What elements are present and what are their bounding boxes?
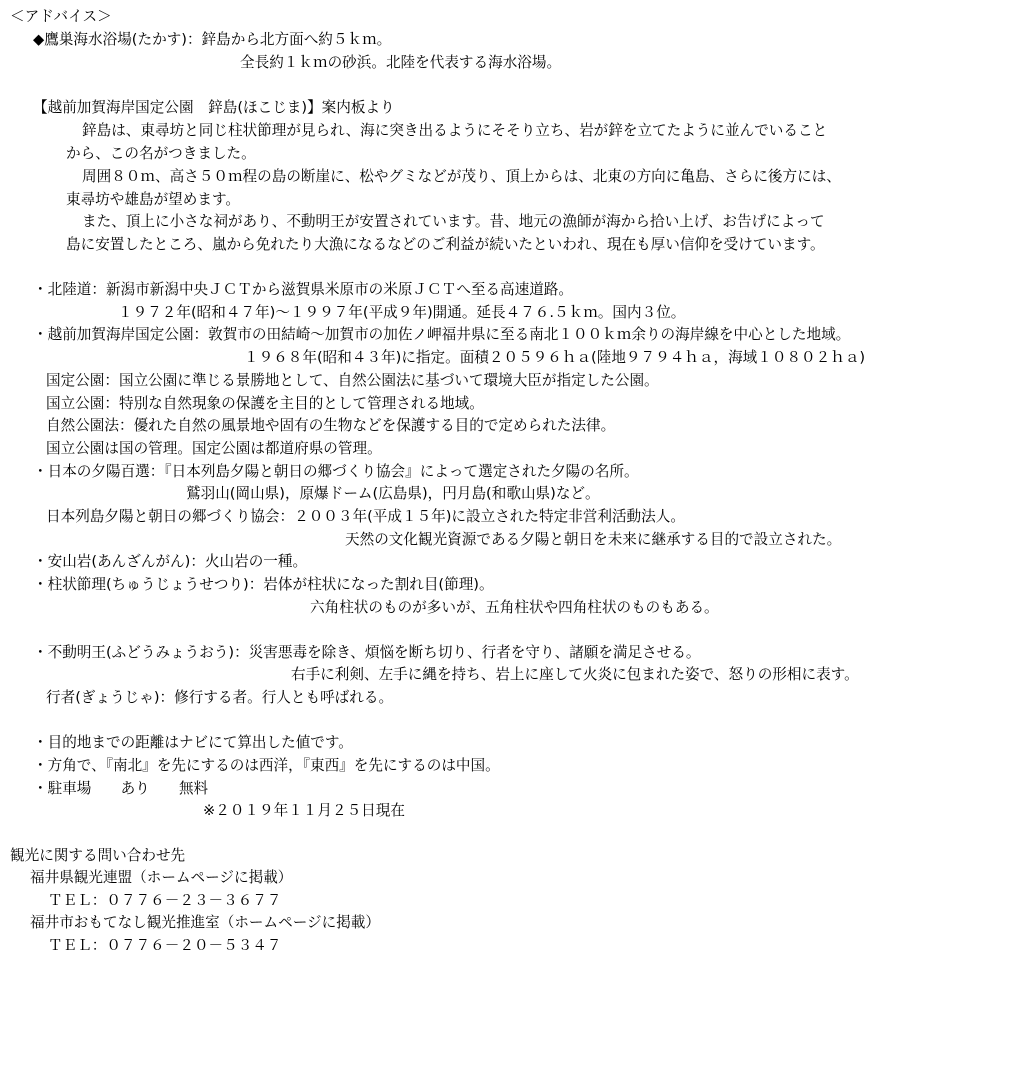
signboard-text-line: また、頂上に小さな祠があり、不動明王が安置されています。昔、地元の漁師が海から拾い上げ、お告げによって	[82, 213, 825, 230]
signboard-text-line: 東尋坊や雄島が望めます。	[66, 191, 240, 208]
columnar-joint-line: ・柱状節理(ちゅうじょうせつり)：岩体が柱状になった割れ目(節理)。	[33, 576, 494, 593]
signboard-text-line: から、この名がつきました。	[66, 145, 256, 162]
distance-note: ・目的地までの距離はナビにて算出した値です。	[33, 734, 353, 751]
definition-quasi-park: 国定公園：国立公園に準じる景勝地として、自然公園法に基づいて環境大臣が指定した公園。	[46, 372, 659, 389]
fudo-myoo-detail: 右手に利剣、左手に縄を持ち、岩上に座して火炎に包まれた姿で、怒りの形相に表す。	[291, 666, 859, 683]
hokuriku-expressway-detail: １９７２年(昭和４７年)～１９９７年(平成９年)開通。延長４７６.５ｋｍ。国内３位。	[118, 304, 686, 321]
date-note: ※２０１９年１１月２５日現在	[203, 802, 405, 819]
definition-national-park: 国立公園：特別な自然現象の保護を主目的として管理される地域。	[46, 395, 484, 412]
direction-note: ・方角で、『南北』を先にするのは西洋，『東西』を先にするのは中国。	[33, 757, 500, 774]
sunset-100-line: ・日本の夕陽百選：『日本列島夕陽と朝日の郷づくり協会』によって選定された夕陽の名所。	[33, 463, 639, 480]
park-management-note: 国立公園は国の管理。国定公園は都道府県の管理。	[46, 440, 382, 457]
gyoja-line: 行者(ぎょうじゃ)：修行する者。行人とも呼ばれる。	[46, 689, 394, 706]
columnar-joint-detail: 六角柱状のものが多いが、五角柱状や四角柱状のものもある。	[310, 599, 719, 616]
signboard-text-line: 島に安置したところ、嵐から免れたり大漁になるなどのご利益が続いたといわれ、現在も厚い信仰を受けています。	[66, 236, 825, 253]
hokuriku-expressway-line: ・北陸道：新潟市新潟中央ＪＣＴから滋賀県米原市の米原ＪＣＴへ至る高速道路。	[33, 281, 573, 298]
sunset-association-detail: 天然の文化観光資源である夕陽と朝日を未来に継承する目的で設立された。	[345, 531, 842, 548]
signboard-text-line: 鋅島は、東尋坊と同じ柱状節理が見られ、海に突き出るようにそそり立ち、岩が鋅を立てたように並んでいること	[82, 122, 828, 139]
quasi-national-park-detail: １９６８年(昭和４３年)に指定。面積２０５９６ｈａ(陸地９７９４ｈａ，海域１０８０２ｈａ)	[244, 349, 866, 366]
takasu-beach-line: ◆鷹巣海水浴場(たかす)：鋅島から北方面へ約５ｋｍ。	[33, 31, 392, 48]
definition-natural-parks-act: 自然公園法：優れた自然の風景地や固有の生物などを保護する目的で定められた法律。	[46, 417, 616, 434]
andesite-line: ・安山岩(あんざんがん)：火山岩の一種。	[33, 553, 308, 570]
inquiry-fukui-prefecture: 福井県観光連盟（ホームページに掲載）	[30, 869, 293, 886]
takasu-beach-detail: 全長約１ｋｍの砂浜。北陸を代表する海水浴場。	[240, 54, 562, 71]
sunset-association-line: 日本列島夕陽と朝日の郷づくり協会：２００３年(平成１５年)に設立された特定非営利活動法人。	[46, 508, 685, 525]
signboard-heading: 【越前加賀海岸国定公園 鋅島(ほこじま)】案内板より	[33, 99, 395, 116]
parking-info: ・駐車場 あり 無料	[33, 780, 209, 797]
fudo-myoo-line: ・不動明王(ふどうみょうおう)：災害悪毒を除き、煩悩を断ち切り、行者を守り、諸願を満足させる。	[33, 644, 701, 661]
sunset-100-examples: 鷲羽山(岡山県)，原爆ドーム(広島県)，円月島(和歌山県)など。	[186, 485, 600, 502]
inquiry-heading: 観光に関する問い合わせ先	[10, 847, 186, 864]
inquiry-fukui-city: 福井市おもてなし観光推進室（ホームページに掲載）	[30, 914, 380, 931]
quasi-national-park-line: ・越前加賀海岸国定公園：敦賀市の田結崎～加賀市の加佐ノ岬福井県に至る南北１００ｋｍ余りの海岸線を中心とした地域。	[33, 326, 851, 343]
tel-fukui-city: ＴＥＬ：０７７６－２０－５３４７	[48, 937, 282, 954]
advice-heading: ＜アドバイス＞	[10, 8, 112, 25]
tel-fukui-prefecture: ＴＥＬ：０７７６－２３－３６７７	[48, 892, 282, 909]
signboard-text-line: 周囲８０ｍ、高さ５０ｍ程の島の断崖に、松やグミなどが茂り、頂上からは、北東の方向に亀島、さらに後方には、	[82, 168, 841, 185]
